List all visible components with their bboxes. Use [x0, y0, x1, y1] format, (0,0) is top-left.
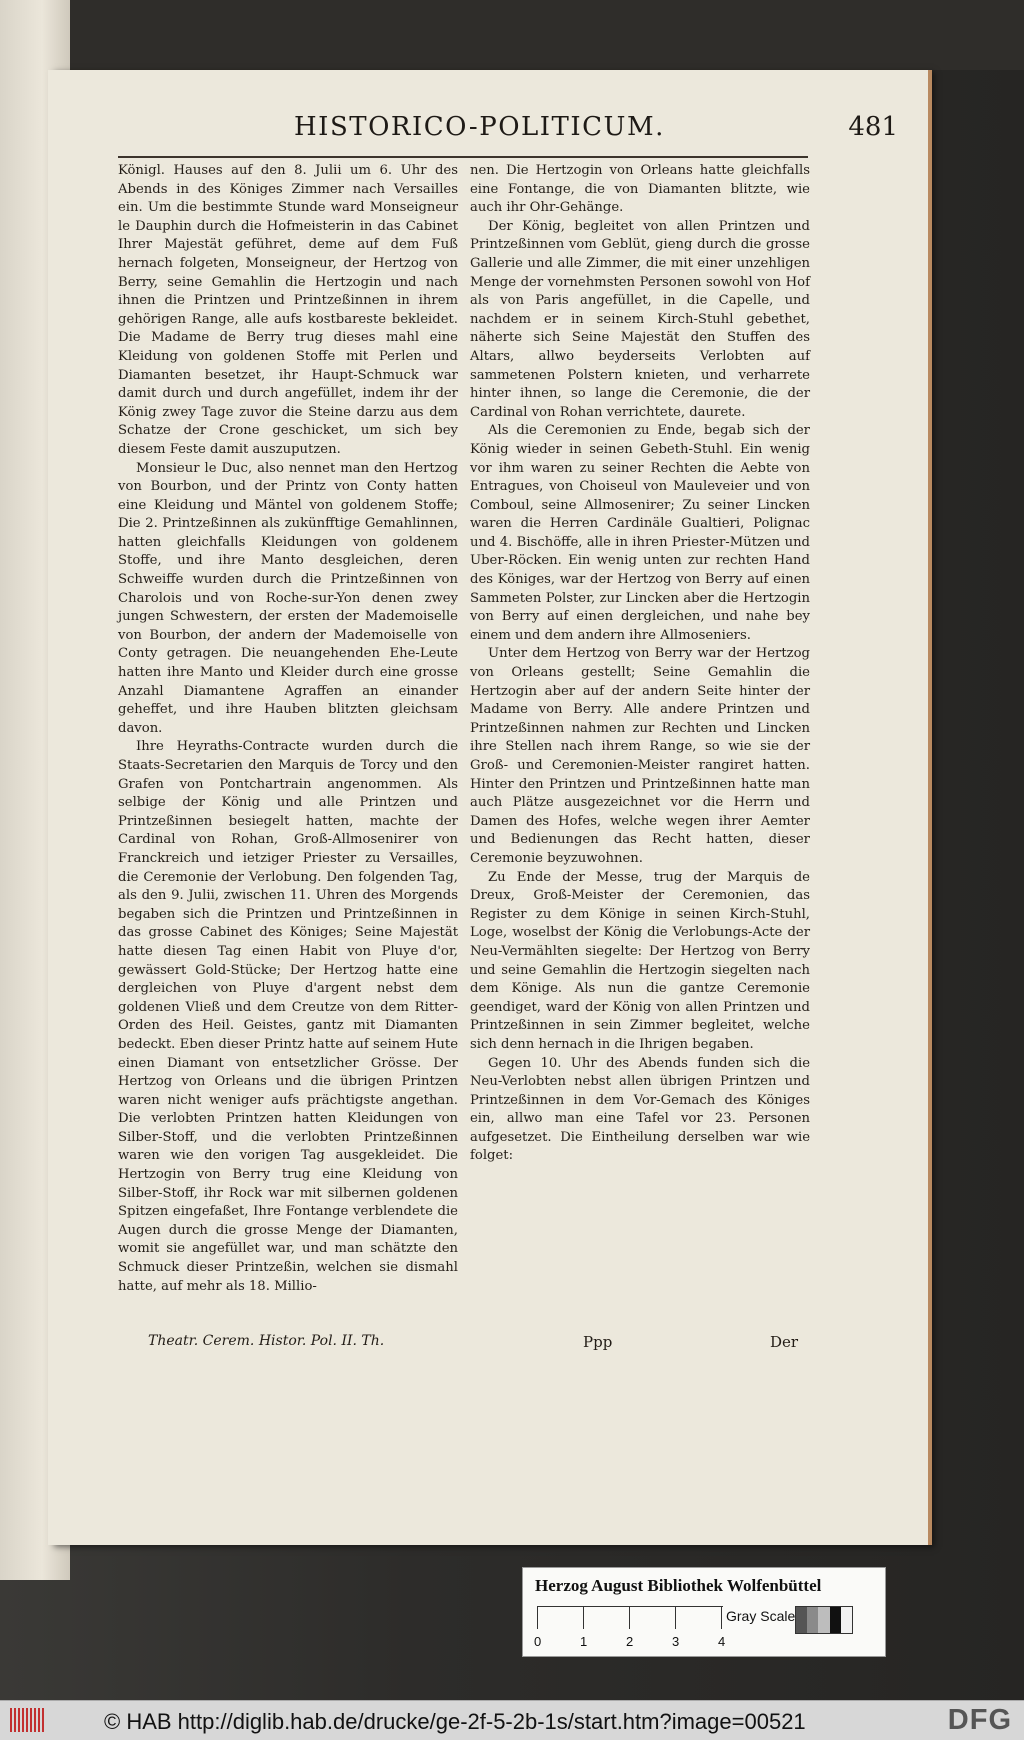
hab-logo-icon — [10, 1708, 46, 1732]
paragraph: nen. Die Hertzogin von Orleans hatte gleichfalls eine Fontange, die von Diamanten blitzte, wie auch ihr Ohr-Gehänge. — [470, 163, 810, 216]
right-column — [470, 162, 810, 1166]
running-title: HISTORICO-POLITICUM. — [294, 112, 665, 142]
library-name: Herzog August Bibliothek Wolfenbüttel — [535, 1576, 822, 1595]
signature-line: Theatr. Cerem. Histor. Pol. II. Th. — [148, 1333, 385, 1349]
scale-label: 1 — [580, 1634, 588, 1649]
gray-swatch — [795, 1606, 853, 1634]
scale-bar — [537, 1606, 723, 1631]
gray-patch — [841, 1607, 852, 1633]
scale-label: 0 — [534, 1634, 542, 1649]
viewer-footer-bar — [0, 1700, 1024, 1740]
paragraph: Monsieur le Duc, also nennet man den Hertzog von Bourbon, und der Printz von Conty hatten eine Kleidung und Mäntel von goldenem Stoffe; Die 2. Printzeßinnen als zukünfftige Gemahlinnen, hatten gleichfalls Kleidungen von goldenem Stoffe, und ihre Manto desgleichen, deren Schweiffe wurden durch die Printzeßinnen von Charolois und von Roche-sur-Yon denen zwey jungen Schwestern, der ersten der Mademoiselle von Bourbon, der andern der Mademoiselle von Conty getragen. Die neuangehenden Ehe-Leute hatten ihre Manto und Kleider durch eine grosse Anzahl Diamantene Agraffen an einander geheffet, und ihre Hauben blitzten gleichsam davon. — [118, 460, 458, 736]
paragraph: Gegen 10. Uhr des Abends funden sich die Neu-Verlobten nebst allen übrigen Printzen und Printzeßinnen in dem Vor-Gemach des Königes ein, allwo man eine Tafel vor 23. Personen aufgesetzet. Die Eintheilung derselben war wie folget: — [470, 1055, 810, 1164]
gray-scale-label: Gray Scale — [726, 1608, 796, 1624]
left-column — [118, 162, 458, 1296]
gray-patch — [796, 1607, 807, 1633]
paragraph: Als die Ceremonien zu Ende, begab sich der König wieder in seinen Gebeth-Stuhl. Ein wenig vor ihm waren zu seiner Rechten die Aebte von Entragues, von Choiseul von Mauleveier und von Comboul, seine Allmosenirer; Zu seiner Lincken waren die Herren Cardinäle Gualtieri, Polignac und 4. Bischöffe, alle in ihren Priester-Mützen und Uber-Röcken. Ein wenig unten zur rechten Hand des Königes, war der Hertzog von Berry auf einen Sammeten Polster, zur Lincken aber die Hertzogin von Berry auf einen dergleichen, und nahe bey einem und dem andern ihre Allmoseniers. — [470, 423, 810, 643]
gray-patch — [830, 1607, 841, 1633]
scan-top-edge — [70, 0, 1024, 70]
catchword: Der — [770, 1333, 799, 1351]
page-number: 481 — [848, 112, 898, 142]
paragraph: Der König, begleitet von allen Printzen und Printzeßinnen vom Geblüt, gieng durch die grosse Gallerie und alle Zimmer, die mit einer unzehligen Menge der vornehmsten Personen sowohl von Hof als von Paris angefüllet, in die Capelle, und nachdem er in seinem Kirch-Stuhl gebethet, näherte sich Seine Majestät den Stuffen des Altars, allwo beyderseits Verlobten auf sammetenen Polstern knieten, und verharrete hinter ihnen, so lange die Ceremonie, die der Cardinal von Rohan verrichtete, daurete. — [470, 218, 810, 420]
scale-label: 2 — [626, 1634, 634, 1649]
gray-patch — [818, 1607, 829, 1633]
paragraph: Königl. Hauses auf den 8. Julii um 6. Uhr des Abends in des Königes Zimmer nach Versailles ein. Um die bestimmte Stunde ward Monseigneur le Dauphin durch die Hofmeisterin in das Cabinet Ihrer Majestät geführet, deme auf dem Fuß hernach folgeten, Monseigneur, der Hertzog von Berry, seine Gemahlin die Hertzogin und nach ihnen die Printzen und Printzeßinnen in ihrem gehörigen Range, alle aufs kostbareste bekleidet. Die Madame de Berry trug dieses mahl eine Kleidung von goldenen Stoffe mit Perlen und Diamanten besetzet, ihr Haupt-Schmuck war damit durch und durch angefüllet, indem ihr der König zwey Tage zuvor die Steine darzu aus dem Schatze der Crone geschicket, um sich bey diesem Feste damit auszuputzen. — [118, 163, 458, 457]
running-header — [248, 110, 898, 154]
paragraph: Unter dem Hertzog von Berry war der Hertzog von Orleans gestellt; Seine Gemahlin die Hertzogin aber auf der andern Seite hinter der Madame von Berry. Alle andere Printzen und Printzeßinnen nahmen zur Rechten und Lincken ihre Stellen nach ihrem Range, so wie sie der Groß- und Ceremonien-Meister rangiret hatten. Hinter den Printzen und Printzeßinnen hatte man auch Plätze ausgezeichnet vor die Herrn und Damen des Hofes, welche wegen ihrer Aemter und Bedienungen das Recht hatten, dieser Ceremonie beyzuwohnen. — [470, 646, 810, 866]
scale-label: 4 — [718, 1634, 726, 1649]
paragraph: Zu Ende der Messe, trug der Marquis de Dreux, Groß-Meister der Ceremonien, das Register zu dem Könige in seinen Kirch-Stuhl, Loge, woselbst der König die Verlobungs-Acte der Neu-Vermählten siegelte: Der Hertzog von Berry und seine Gemahlin die Hertzogin siegelten nach dem Könige. Als nun die gantze Ceremonie geendiget, ward der König von allen Printzen und Printzeßinnen in sein Zimmer begleitet, welche sich denn hernach in die Ihrigen begaben. — [470, 869, 810, 1052]
gray-patch — [807, 1607, 818, 1633]
sheet-mark: Ppp — [583, 1333, 613, 1351]
citation-link[interactable]: © HAB http://diglib.hab.de/drucke/ge-2f-5-2b-1s/start.htm?image=00521 — [104, 1709, 806, 1734]
scale-label: 3 — [672, 1634, 680, 1649]
header-rule — [118, 156, 808, 158]
paragraph: Ihre Heyraths-Contracte wurden durch die Staats-Secretarien den Marquis de Torcy und den Grafen von Pontchartrain angenommen. Als selbige der König und alle Printzen und Printzeßinnen besiegelt hatten, machte der Cardinal von Rohan, Groß-Allmosenirer von Franckreich und ietziger Priester zu Versailles, die Ceremonie der Verlobung. Den folgenden Tag, als den 9. Julii, zwischen 11. Uhren des Morgends begaben sich die Printzen und Printzeßinnen in das grosse Cabinet des Königes; Seine Majestät hatte diesen Tag einen Habit von Pluye d'or, gewässert Gold-Stücke; Der Hertzog hatte eine dergleichen von Pluye d'argent nebst dem goldenen Vließ und dem Creutze von dem Ritter-Orden des Heil. Geistes, gantz mit Diamanten bedeckt. Eben dieser Printz hatte auf seinem Hute einen Diamant von entsetzlicher Grösse. Der Hertzog von Orleans und die übrigen Printzen waren nicht weniger aufs prächtigste angethan. Die verlobten Printzen hatten Kleidungen von Silber-Stoff, und die verlobten Printzeßinnen waren wie den vorigen Tag ausgekleidet. Die Hertzogin von Berry trug eine Kleidung von Silber-Stoff, ihr Rock war mit silbernen goldenen Spitzen eingefaßet, Ihre Fontange verblendete die Augen durch die grosse Menge der Diamanten, womit sie angefüllet war, und man schätzte den Schmuck dieser Printzeßin, welchen sie dismahl hatte, auf mehr als 18. Millio- — [118, 739, 458, 1294]
color-calibration-target — [522, 1567, 886, 1657]
dfg-logo: DFG — [947, 1704, 1012, 1736]
